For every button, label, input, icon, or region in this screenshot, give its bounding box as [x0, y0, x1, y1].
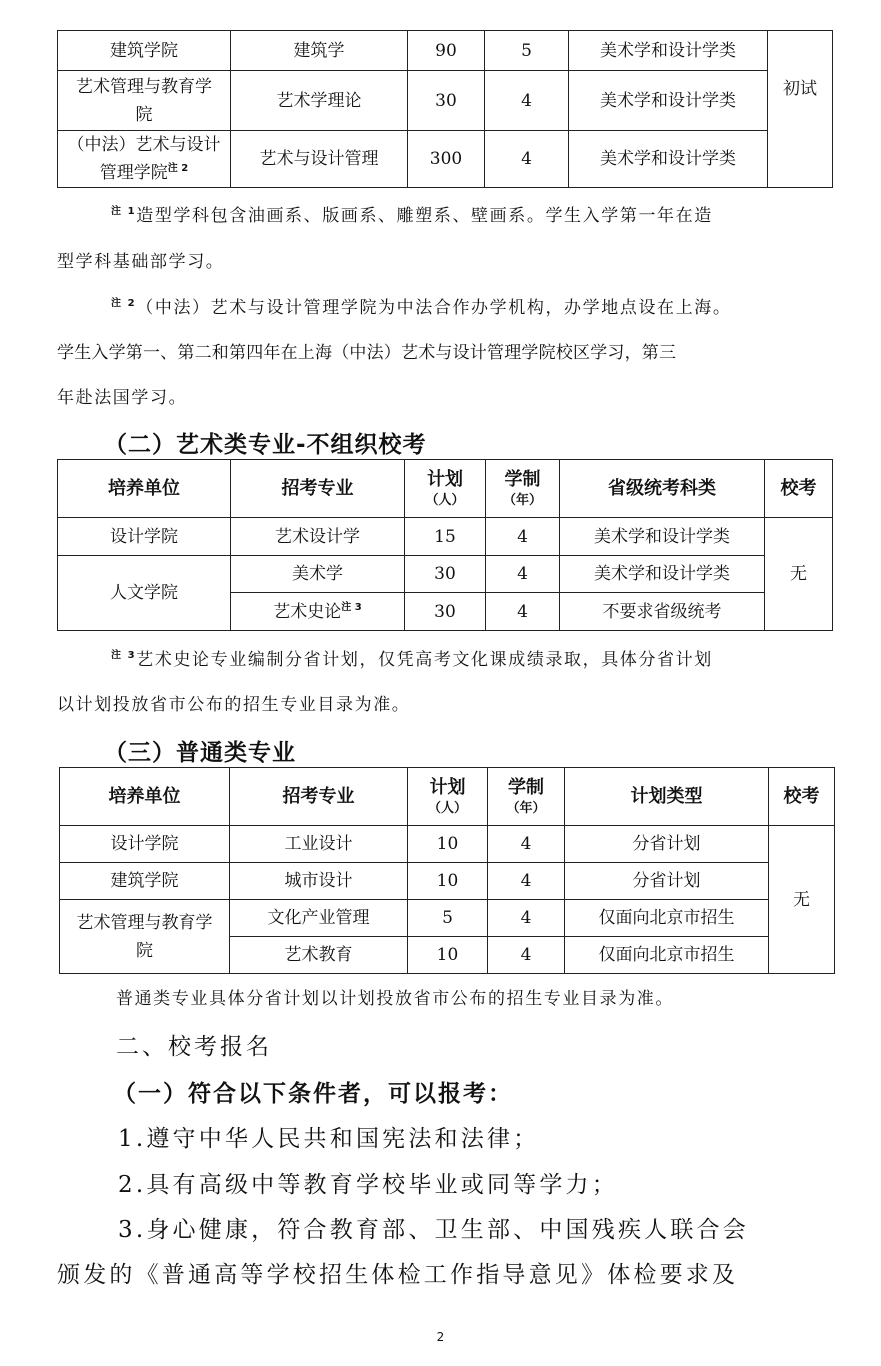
page-number: 2 — [436, 1330, 445, 1344]
footnote-text: 造型学科包含油画系、版画系、雕塑系、壁画系。学生入学第一年在造 — [136, 206, 713, 226]
header-plan-label: 计划 — [427, 468, 463, 490]
exam-cell: 无 — [765, 518, 833, 631]
years-cell: 4 — [488, 863, 565, 900]
header-plan-unit: （人） — [427, 800, 467, 816]
table-header-row — [60, 768, 835, 826]
header-exam: 校考 — [765, 460, 833, 518]
category-cell: 美术学和设计学类 — [569, 71, 768, 131]
table-row — [60, 826, 835, 863]
requirement-item-continued: 颁发的《普通高等学校招生体检工作指导意见》体检要求及 — [57, 1262, 739, 1288]
header-plan — [405, 460, 486, 518]
footnote-2-line3: 年赴法国学习。 — [57, 388, 188, 408]
exam-cell: 初试 — [768, 31, 833, 188]
footnote-1-line1 — [111, 204, 713, 228]
footnote-2-line1 — [111, 296, 731, 320]
years-cell: 4 — [486, 518, 560, 556]
header-exam: 校考 — [769, 768, 835, 826]
subsection-heading: （一）符合以下条件者，可以报考： — [113, 1081, 513, 1107]
table-row — [58, 518, 833, 556]
plan-cell: 10 — [408, 937, 488, 974]
years-cell: 4 — [485, 131, 569, 188]
header-plan-unit: （人） — [425, 492, 465, 508]
plan-cell: 30 — [405, 593, 486, 631]
major-cell: 文化产业管理 — [230, 900, 408, 937]
footnote-text: 艺术史论专业编制分省计划，仅凭高考文化课成绩录取，具体分省计划 — [136, 650, 713, 670]
table-header-row — [58, 460, 833, 518]
header-category: 计划类型 — [565, 768, 769, 826]
header-unit: 培养单位 — [58, 460, 231, 518]
unit-cell: 艺术管理与教育学院 — [60, 900, 230, 974]
major-text: 艺术史论 — [273, 601, 342, 622]
table-row — [58, 556, 833, 593]
category-cell: 美术学和设计学类 — [569, 31, 768, 71]
unit-cell: 建筑学院 — [60, 863, 230, 900]
major-cell: 艺术与设计管理 — [231, 131, 408, 188]
plan-cell: 90 — [408, 31, 485, 71]
general-note: 普通类专业具体分省计划以计划投放省市公布的招生专业目录为准。 — [116, 989, 674, 1009]
table-art-majors-no-exam — [57, 459, 833, 631]
header-major: 招考专业 — [230, 768, 408, 826]
header-plan — [408, 768, 488, 826]
category-cell: 美术学和设计学类 — [560, 556, 765, 593]
category-cell: 美术学和设计学类 — [560, 518, 765, 556]
plan-cell: 30 — [405, 556, 486, 593]
footnote-marker: 注 1 — [111, 206, 137, 217]
header-years-label: 学制 — [508, 776, 544, 798]
footnote-text: （中法）艺术与设计管理学院为中法合作办学机构，办学地点设在上海。 — [136, 298, 732, 318]
unit-cell: 人文学院 — [58, 556, 231, 631]
plan-cell: 15 — [405, 518, 486, 556]
header-years-unit: （年） — [502, 492, 542, 508]
footnote-1-line2: 型学科基础部学习。 — [57, 252, 225, 272]
table-row — [58, 71, 833, 131]
years-cell: 5 — [485, 31, 569, 71]
footnote-marker: 注 3 — [341, 601, 362, 613]
major-cell: 艺术教育 — [230, 937, 408, 974]
footnote-marker: 注 2 — [111, 298, 137, 309]
category-cell: 分省计划 — [565, 826, 769, 863]
unit-cell: 设计学院 — [58, 518, 231, 556]
footnote-2-line2: 学生入学第一、第二和第四年在上海（中法）艺术与设计管理学院校区学习，第三 — [57, 343, 677, 363]
years-cell: 4 — [486, 556, 560, 593]
header-unit: 培养单位 — [60, 768, 230, 826]
years-cell: 4 — [488, 900, 565, 937]
unit-text: （中法）艺术与设计管理学院 — [67, 135, 221, 183]
table-row — [60, 900, 835, 937]
major-cell — [231, 593, 405, 631]
major-cell: 艺术学理论 — [231, 71, 408, 131]
header-years — [486, 460, 560, 518]
category-cell: 仅面向北京市招生 — [565, 937, 769, 974]
major-cell: 美术学 — [231, 556, 405, 593]
footnote-3-line1 — [111, 648, 713, 672]
major-cell: 工业设计 — [230, 826, 408, 863]
years-cell: 4 — [486, 593, 560, 631]
unit-cell: 建筑学院 — [58, 31, 231, 71]
requirement-item: 2.具有高级中等教育学校毕业或同等学力； — [118, 1172, 618, 1198]
category-cell: 分省计划 — [565, 863, 769, 900]
plan-cell: 300 — [408, 131, 485, 188]
section-heading: （三）普通类专业 — [104, 740, 296, 766]
plan-cell: 10 — [408, 826, 488, 863]
header-category: 省级统考科类 — [560, 460, 765, 518]
years-cell: 4 — [488, 826, 565, 863]
unit-cell: 艺术管理与教育学院 — [58, 71, 231, 131]
table-row — [58, 131, 833, 188]
category-cell: 仅面向北京市招生 — [565, 900, 769, 937]
plan-cell: 10 — [408, 863, 488, 900]
part-heading: 二、校考报名 — [116, 1034, 272, 1060]
header-years — [488, 768, 565, 826]
years-cell: 4 — [485, 71, 569, 131]
footnote-3-line2: 以计划投放省市公布的招生专业目录为准。 — [57, 695, 411, 715]
table-row — [58, 31, 833, 71]
table-art-majors-continued — [57, 30, 833, 188]
unit-cell: 设计学院 — [60, 826, 230, 863]
table-row — [60, 863, 835, 900]
years-cell: 4 — [488, 937, 565, 974]
major-cell: 城市设计 — [230, 863, 408, 900]
footnote-marker: 注 3 — [111, 650, 137, 661]
section-heading: （二）艺术类专业-不组织校考 — [104, 432, 427, 458]
category-cell: 不要求省级统考 — [560, 593, 765, 631]
plan-cell: 30 — [408, 71, 485, 131]
major-cell: 建筑学 — [231, 31, 408, 71]
major-cell: 艺术设计学 — [231, 518, 405, 556]
exam-cell: 无 — [769, 826, 835, 974]
header-years-label: 学制 — [504, 468, 541, 490]
header-major: 招考专业 — [231, 460, 405, 518]
header-years-unit: （年） — [506, 800, 546, 816]
footnote-marker: 注 2 — [167, 163, 189, 174]
requirement-item: 1.遵守中华人民共和国宪法和法律； — [118, 1126, 540, 1152]
requirement-item: 3.身心健康，符合教育部、卫生部、中国残疾人联合会 — [118, 1217, 749, 1243]
header-plan-label: 计划 — [429, 776, 466, 798]
plan-cell: 5 — [408, 900, 488, 937]
unit-cell — [58, 131, 231, 188]
table-general-majors — [59, 767, 835, 974]
category-cell: 美术学和设计学类 — [569, 131, 768, 188]
